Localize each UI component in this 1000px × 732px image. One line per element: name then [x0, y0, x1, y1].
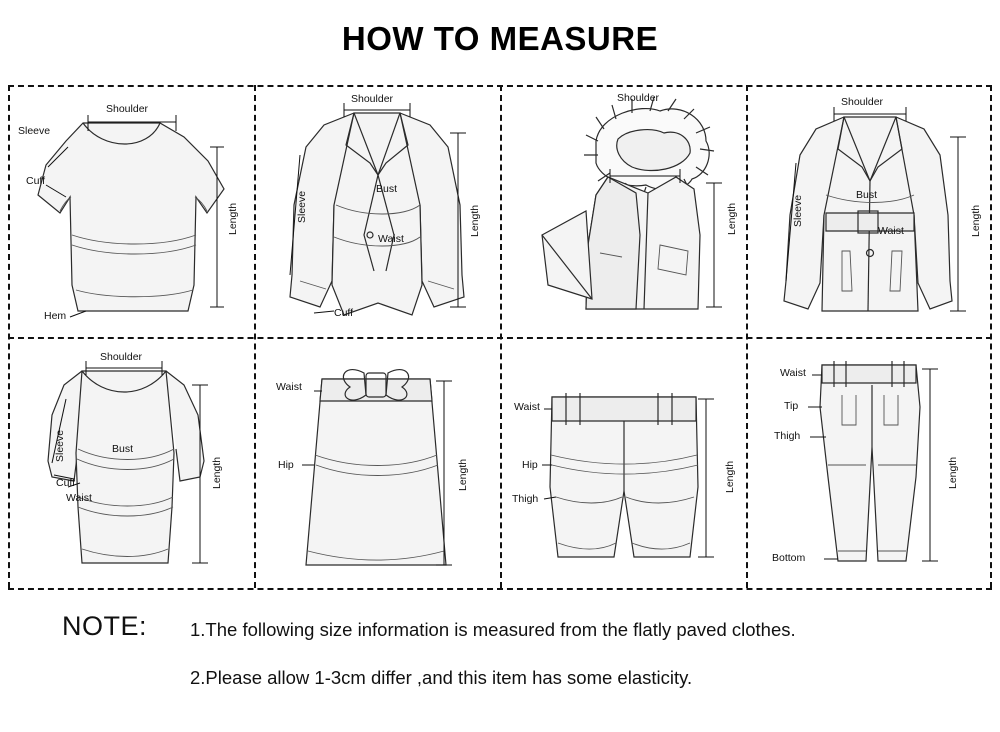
cell-pants — [746, 337, 990, 588]
cell-trench-coat — [746, 85, 990, 337]
label-bust: Bust — [856, 189, 878, 201]
cell-blazer — [254, 85, 500, 337]
grid-line-right — [990, 85, 992, 588]
label-length: Length — [227, 202, 239, 235]
label-waist: Waist — [514, 401, 540, 413]
label-cuff: Cuff — [56, 477, 76, 489]
label-waist: Waist — [276, 381, 302, 393]
label-hip: Hip — [522, 459, 538, 471]
label-sleeve: Sleeve — [18, 125, 51, 137]
label-length: Length — [457, 458, 469, 491]
fur-coat-illustration — [500, 85, 746, 337]
label-shoulder: Shoulder — [106, 103, 149, 115]
label-shoulder: Shoulder — [351, 93, 394, 105]
blazer-illustration — [254, 85, 500, 337]
label-length: Length — [724, 460, 736, 493]
trench-coat-illustration — [746, 85, 990, 337]
label-shoulder: Shoulder — [617, 92, 660, 104]
label-bottom: Bottom — [772, 552, 806, 564]
label-sleeve: Sleeve — [54, 429, 66, 462]
label-length: Length — [947, 456, 959, 489]
label-waist: Waist — [878, 225, 904, 237]
grid-line-bottom — [8, 588, 992, 590]
label-waist: Waist — [66, 492, 92, 504]
tshirt-illustration — [8, 85, 254, 337]
cell-dress — [8, 337, 254, 588]
cell-tshirt — [8, 85, 254, 337]
measurement-grid — [8, 85, 992, 590]
page-title: HOW TO MEASURE — [341, 20, 659, 57]
label-thigh: Thigh — [774, 430, 801, 442]
label-sleeve: Sleeve — [792, 194, 804, 227]
label-shoulder: Shoulder — [100, 351, 143, 363]
label-cuff: Cuff — [26, 175, 46, 187]
label-shoulder: Shoulder — [841, 96, 884, 108]
cell-fur-coat — [500, 85, 746, 337]
note-label: NOTE: — [62, 611, 148, 641]
label-length: Length — [970, 204, 982, 237]
cell-skirt — [254, 337, 500, 588]
note-line-1: 1.The following size information is measured from the flatly paved clothes. — [190, 619, 796, 640]
label-length: Length — [211, 456, 223, 489]
label-bust: Bust — [376, 183, 398, 195]
label-length: Length — [726, 202, 738, 235]
label-length: Length — [469, 204, 481, 237]
label-waist: Waist — [378, 233, 404, 245]
label-hem: Hem — [44, 310, 67, 322]
label-cuff: Cuff — [334, 307, 354, 319]
label-bust: Bust — [112, 443, 134, 455]
cell-shorts — [500, 337, 746, 588]
label-hip: Hip — [278, 459, 294, 471]
label-thigh: Thigh — [512, 493, 539, 505]
label-tip: Tip — [784, 400, 799, 412]
label-sleeve: Sleeve — [296, 190, 308, 223]
note-line-2: 2.Please allow 1-3cm differ ,and this item has some elasticity. — [190, 667, 693, 688]
label-waist: Waist — [780, 367, 806, 379]
